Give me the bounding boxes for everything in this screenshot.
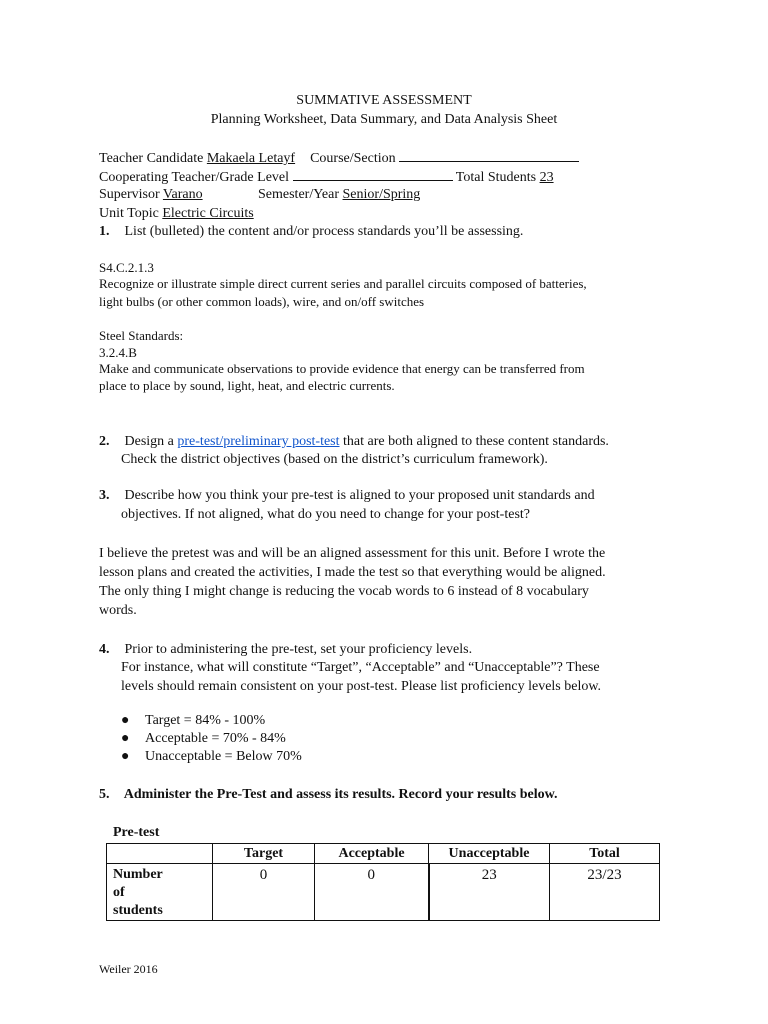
unit-topic-value: Electric Circuits xyxy=(162,206,254,221)
coop-line xyxy=(99,168,554,186)
question-4 xyxy=(99,642,472,658)
semester-value: Senior/Spring xyxy=(342,187,421,202)
pretest-results-table xyxy=(106,843,660,921)
candidate-value: Makaela Letayf xyxy=(206,151,296,166)
document-title: SUMMATIVE ASSESSMENT xyxy=(296,93,472,108)
table-row xyxy=(107,864,660,921)
semester-line xyxy=(258,187,420,203)
question-2 xyxy=(99,434,609,450)
candidate-line xyxy=(99,149,579,167)
question-4-line-1: Prior to administering the pre-test, set your proficiency levels. xyxy=(124,642,473,657)
question-2-line-2: Check the district objectives (based on the district’s curriculum framework). xyxy=(121,452,548,467)
coop-label: Cooperating Teacher/Grade Level xyxy=(99,170,290,185)
table-header-row xyxy=(107,844,660,864)
standard-1-text-line-2: light bulbs (or other common loads), wire, and on/off switches xyxy=(99,294,425,309)
question-4-line-2: For instance, what will constitute “Target”, “Acceptable” and “Unacceptable”? These xyxy=(121,660,600,675)
supervisor-line xyxy=(99,187,203,203)
row-label-line: Number xyxy=(113,867,163,882)
course-blank xyxy=(399,149,579,162)
supervisor-label: Supervisor xyxy=(99,187,160,202)
pretest-link[interactable]: pre-test/preliminary post-test xyxy=(177,434,340,449)
table-header-total: Total xyxy=(550,844,660,864)
cell-total-count: 23/23 xyxy=(550,864,660,921)
cell-target-count: 0 xyxy=(213,864,315,921)
unit-topic-line xyxy=(99,206,254,222)
bullet-icon: ● xyxy=(121,713,130,728)
semester-label: Semester/Year xyxy=(258,187,340,202)
proficiency-bullet-acceptable xyxy=(121,731,286,747)
table-header-target: Target xyxy=(213,844,315,864)
answer-3-line-4: words. xyxy=(99,603,137,618)
total-students-value: 23 xyxy=(539,170,554,185)
course-label: Course/Section xyxy=(310,151,396,166)
standard-2-text-line-2: place to place by sound, light, heat, and electric currents. xyxy=(99,378,395,393)
answer-3-line-1: I believe the pretest was and will be an aligned assessment for this unit. Before I wrote the xyxy=(99,546,606,561)
standard-2-text-line-1: Make and communicate observations to provide evidence that energy can be transferred from xyxy=(99,361,585,376)
document-subtitle: Planning Worksheet, Data Summary, and Data Analysis Sheet xyxy=(210,112,558,127)
proficiency-bullet-unacceptable xyxy=(121,749,302,765)
proficiency-target-text: Target = 84% - 100% xyxy=(145,713,266,728)
question-3-line-1: Describe how you think your pre-test is aligned to your proposed unit standards and xyxy=(124,488,595,503)
question-1-text: List (bulleted) the content and/or process standards you’ll be assessing. xyxy=(124,224,524,239)
question-1-number: 1. xyxy=(99,224,110,239)
question-2-text-post: that are both aligned to these content standards. xyxy=(339,434,609,449)
answer-3-line-2: lesson plans and created the activities, I made the test so that everything would be aligned. xyxy=(99,565,606,580)
question-3 xyxy=(99,488,595,504)
table-header-acceptable: Acceptable xyxy=(315,844,429,864)
unit-topic-label: Unit Topic xyxy=(99,206,159,221)
question-3-number: 3. xyxy=(99,488,110,503)
cell-acceptable-count: 0 xyxy=(315,864,429,921)
question-5-text: Administer the Pre-Test and assess its results. Record your results below. xyxy=(123,787,558,802)
question-4-number: 4. xyxy=(99,642,110,657)
bullet-icon: ● xyxy=(121,731,130,746)
table-header-empty xyxy=(107,844,213,864)
table-header-unacceptable: Unacceptable xyxy=(429,844,550,864)
steel-standards-label: Steel Standards: xyxy=(99,328,184,343)
standard-2-code: 3.2.4.B xyxy=(99,345,137,360)
answer-3-line-3: The only thing I might change is reducing the vocab words to 6 instead of 8 vocabulary xyxy=(99,584,589,599)
coop-blank xyxy=(293,168,453,181)
proficiency-unacceptable-text: Unacceptable = Below 70% xyxy=(145,749,302,764)
question-2-text-pre: Design a xyxy=(124,434,178,449)
question-1 xyxy=(99,224,523,240)
bullet-icon: ● xyxy=(121,749,130,764)
supervisor-value: Varano xyxy=(162,187,203,202)
question-5 xyxy=(99,787,557,803)
row-label-number-of-students xyxy=(107,864,213,921)
row-label-line: students xyxy=(113,903,163,918)
standard-1-code: S4.C.2.1.3 xyxy=(99,260,154,275)
question-4-line-3: levels should remain consistent on your post-test. Please list proficiency levels below. xyxy=(121,679,602,694)
total-students-label: Total Students xyxy=(455,170,537,185)
cell-unacceptable-count: 23 xyxy=(429,864,550,921)
proficiency-bullet-target xyxy=(121,713,265,729)
row-label-line: of xyxy=(113,885,125,900)
candidate-label: Teacher Candidate xyxy=(99,151,204,166)
standard-1-text-line-1: Recognize or illustrate simple direct current series and parallel circuits composed of batteries, xyxy=(99,276,587,291)
question-5-number: 5. xyxy=(99,787,110,802)
question-2-number: 2. xyxy=(99,434,110,449)
question-3-line-2: objectives. If not aligned, what do you need to change for your post-test? xyxy=(121,507,530,522)
pretest-label: Pre-test xyxy=(113,825,160,840)
proficiency-acceptable-text: Acceptable = 70% - 84% xyxy=(145,731,286,746)
footer-text: Weiler 2016 xyxy=(99,962,158,976)
